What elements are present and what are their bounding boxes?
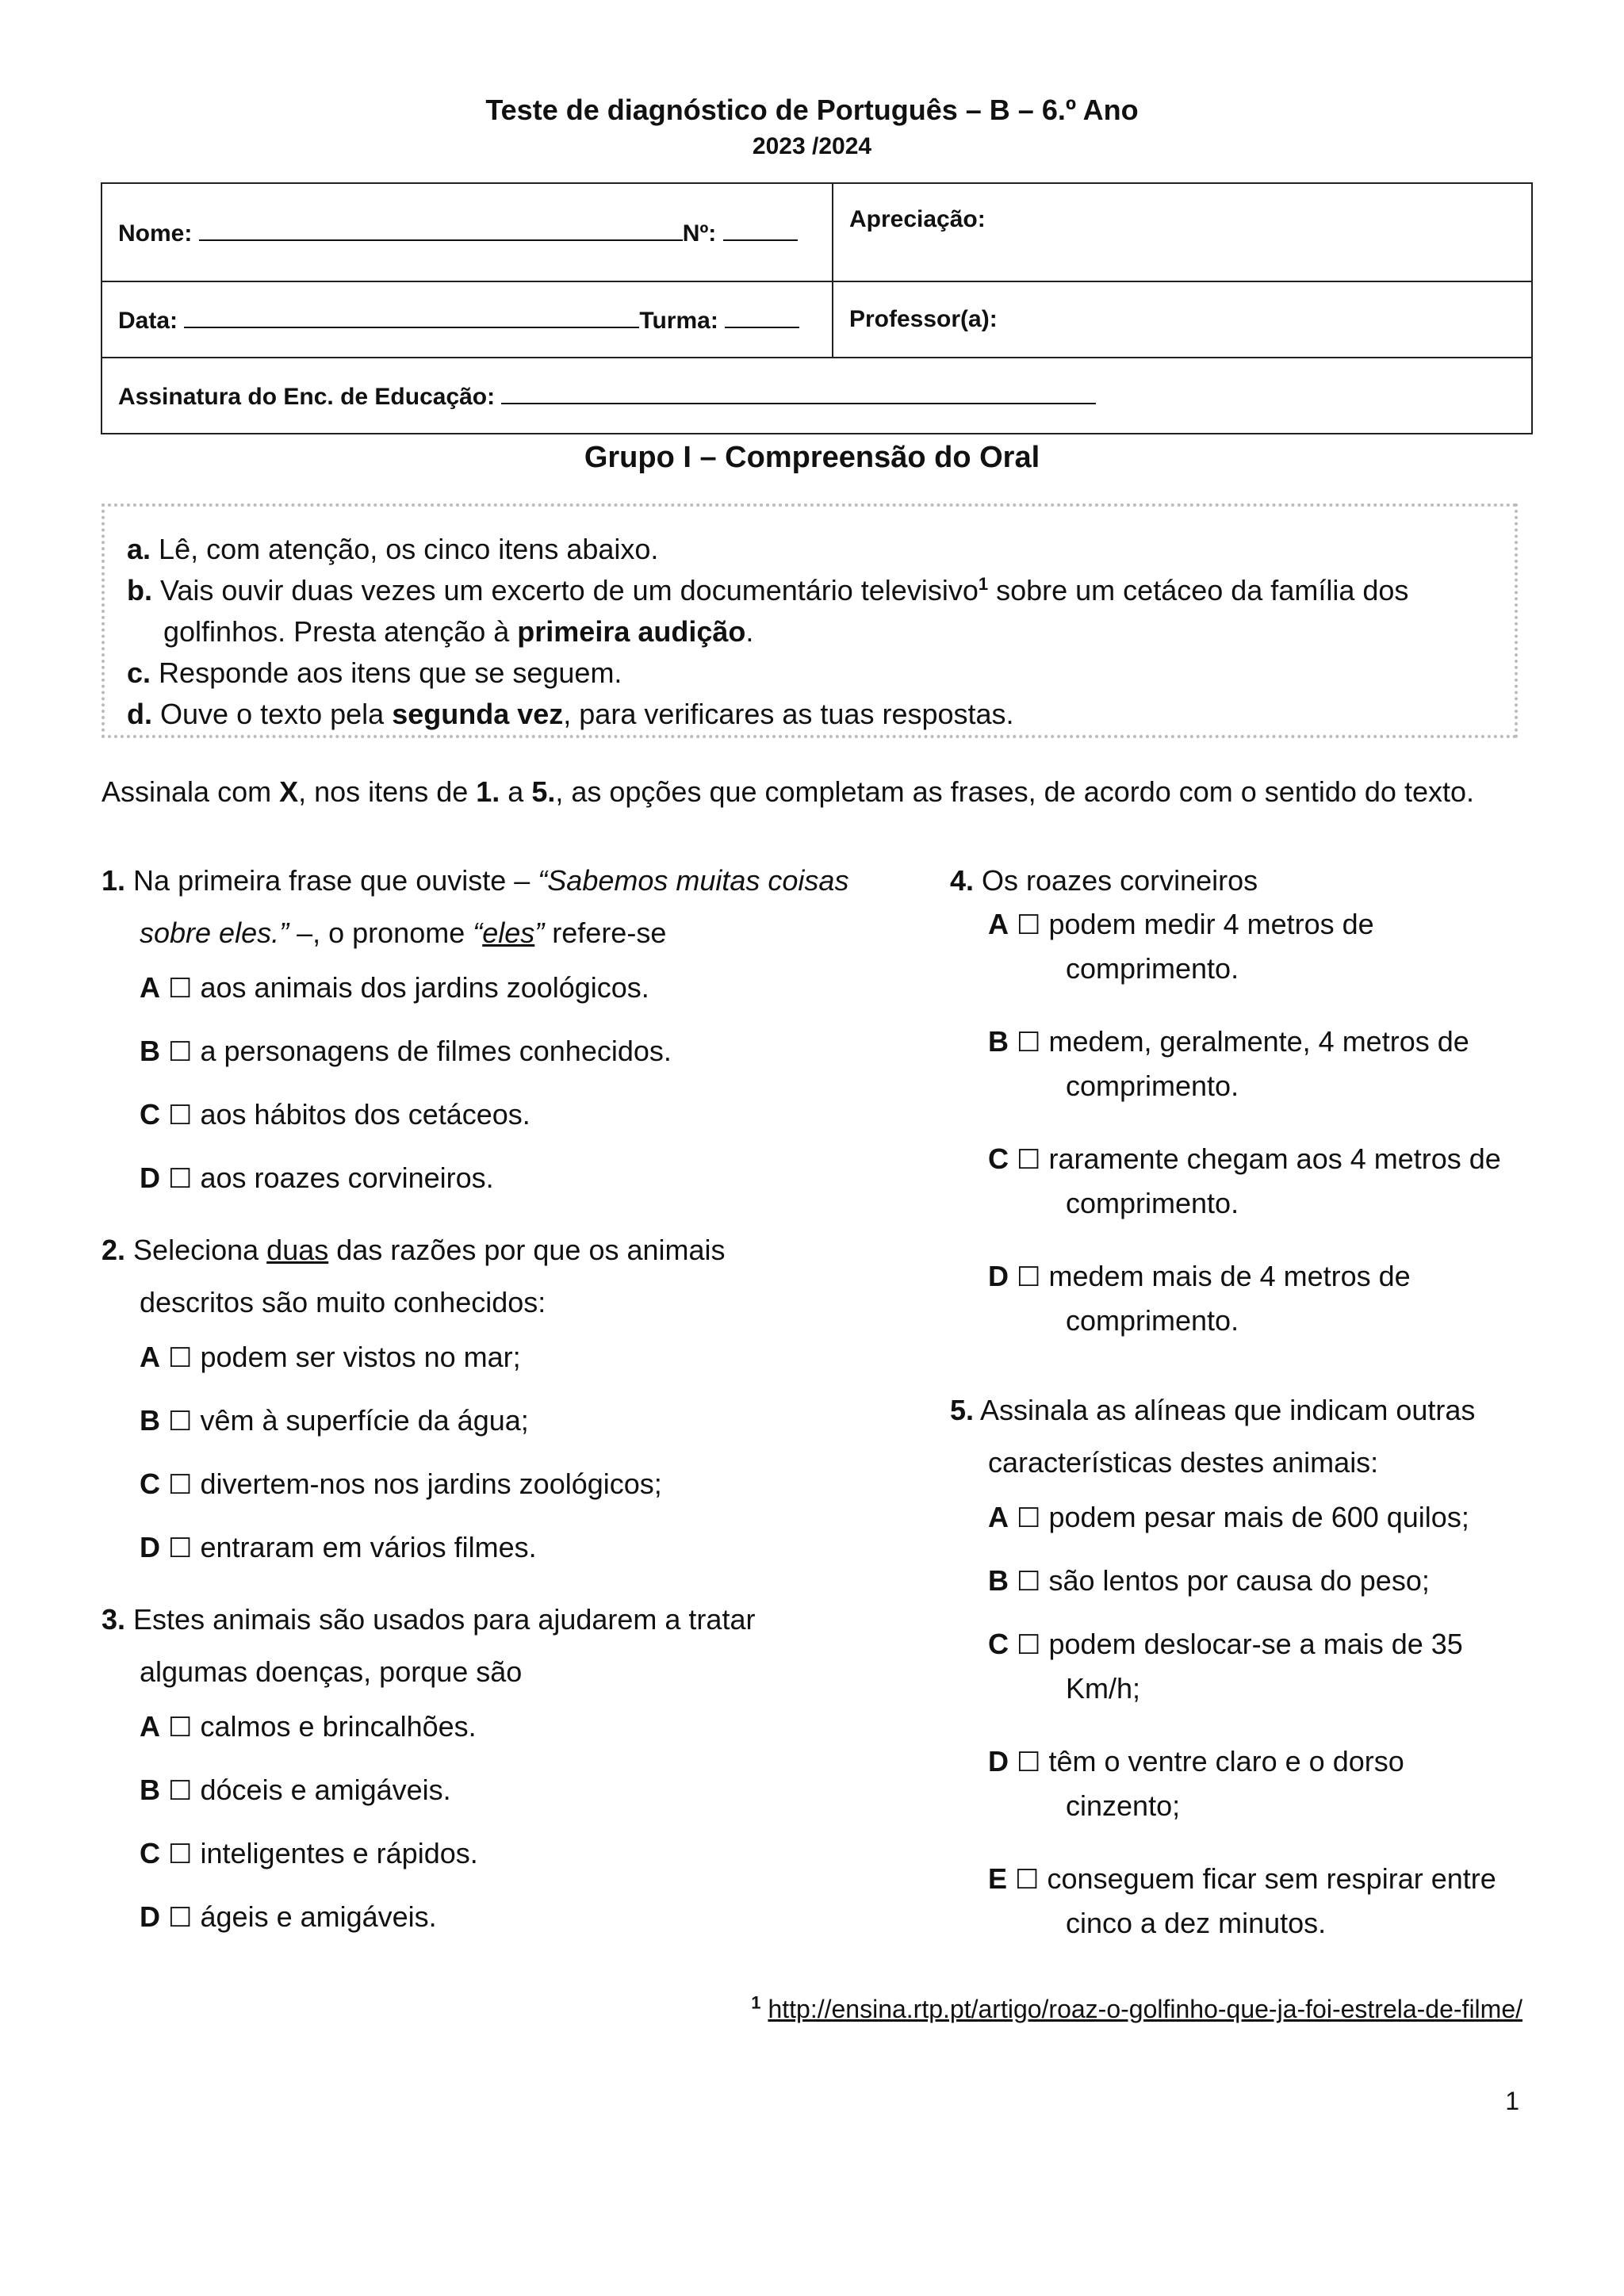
date-field[interactable] [184,304,639,328]
q5-option-b[interactable]: B ☐ são lentos por causa do peso; [988,1564,1430,1598]
number-label: Nº: [682,220,717,247]
left-column [102,855,910,1963]
q5-option-c[interactable]: C ☐ podem deslocar-se a mais de 35 Km/h; [988,1628,1463,1705]
checkbox-icon[interactable]: ☐ [1017,1261,1041,1293]
q1-option-a[interactable]: A ☐ aos animais dos jardins zoológicos. [140,971,649,1004]
instruction-b: b. Vais ouvir duas vezes um excerto de um documentário televisivo$^1$ sobre um cetáceo da família dos [127,574,1409,607]
q5-option-d[interactable]: D ☐ têm o ventre claro e o dorso cinzento; [988,1745,1404,1822]
q5-option-e[interactable]: E ☐ conseguem ficar sem respirar entre cinco a dez minutos. [988,1862,1496,1939]
q4-option-d[interactable]: D ☐ medem mais de 4 metros de comprimento. [988,1260,1411,1337]
checkbox-icon[interactable]: ☐ [168,1342,193,1374]
q4-option-c[interactable]: C ☐ raramente chegam aos 4 metros de comprimento. [988,1142,1501,1219]
signature-label: Assinatura do Enc. de Educação: [118,384,496,410]
question-3-options [102,1709,910,1963]
checkbox-icon[interactable]: ☐ [1017,1144,1041,1176]
checkbox-icon[interactable]: ☐ [1017,1566,1041,1598]
q4-option-a[interactable]: A ☐ podem medir 4 metros de comprimento. [988,908,1374,985]
checkbox-icon[interactable]: ☐ [1017,1747,1041,1778]
checkbox-icon[interactable]: ☐ [1017,1027,1041,1058]
checkbox-icon[interactable]: ☐ [168,1469,193,1501]
signature-field[interactable] [501,381,1096,404]
question-5: 5. Assinala as alíneas que indicam outras características destes animais: [950,1394,1476,1479]
question-2: 2. Seleciona duas das razões por que os animais descritos são muito conhecidos: [102,1234,726,1318]
appreciation-label: Apreciação: [849,206,986,232]
q2-option-a[interactable]: A ☐ podem ser vistos no mar; [140,1341,521,1374]
q1-option-d[interactable]: D ☐ aos roazes corvineiros. [140,1161,494,1195]
checkbox-icon[interactable]: ☐ [1017,1502,1041,1534]
date-cell [102,281,833,358]
class-label: Turma: [639,308,718,334]
page-number: 1 [1505,2087,1519,2115]
q4-option-b[interactable]: B ☐ medem, geralmente, 4 metros de comprimento. [988,1025,1469,1102]
question-4-options [950,907,1553,1376]
checkbox-icon[interactable]: ☐ [168,1533,193,1564]
q3-option-c[interactable]: C ☐ inteligentes e rápidos. [140,1837,478,1870]
q2-option-b[interactable]: B ☐ vêm à superfície da água; [140,1404,529,1437]
footnote-marker: 1 [978,574,989,594]
question-4: 4. Os roazes corvineiros [950,864,1258,897]
appreciation-cell [833,183,1532,281]
right-column [950,855,1553,1979]
checkbox-icon[interactable]: ☐ [168,973,193,1004]
instructions-box [102,503,1518,738]
question-1: 1. Na primeira frase que ouviste – “Sabemos muitas coisas sobre eles.” –, o pronome “eles” refere-se [102,864,849,949]
checkbox-icon[interactable]: ☐ [168,1036,193,1068]
instruction-a: a. Lê, com atenção, os cinco itens abaixo. [127,533,659,565]
teacher-cell [833,281,1532,358]
q1-option-c[interactable]: C ☐ aos hábitos dos cetáceos. [140,1098,530,1131]
signature-cell [102,358,1532,434]
q2-option-d[interactable]: D ☐ entraram em vários filmes. [140,1531,537,1564]
q3-option-b[interactable]: B ☐ dóceis e amigáveis. [140,1774,451,1807]
question-5-options [950,1500,1553,1979]
question-1-options [102,970,910,1224]
checkbox-icon[interactable]: ☐ [168,1839,193,1870]
checkbox-icon[interactable]: ☐ [1015,1864,1040,1896]
school-year: 2023 /2024 [752,133,872,159]
checkbox-icon[interactable]: ☐ [168,1712,193,1743]
number-field[interactable] [723,217,798,241]
checkbox-icon[interactable]: ☐ [168,1406,193,1437]
name-cell [102,183,833,281]
checkbox-icon[interactable]: ☐ [168,1100,193,1131]
checkbox-icon[interactable]: ☐ [168,1775,193,1807]
q1-option-b[interactable]: B ☐ a personagens de filmes conhecidos. [140,1035,672,1068]
instruction-c: c. Responde aos itens que se seguem. [127,656,622,689]
name-field[interactable] [199,217,683,241]
instruction-b-continued: golfinhos. Presta atenção à primeira audição. [163,615,754,648]
q3-option-d[interactable]: D ☐ ágeis e amigáveis. [140,1900,437,1934]
footnote-number: 1 [751,1992,761,2013]
instruction-d: d. Ouve o texto pela segunda vez, para verificares as tuas respostas. [127,698,1014,730]
student-info-table [101,182,1533,434]
checkbox-icon[interactable]: ☐ [1017,909,1041,941]
checkbox-icon[interactable]: ☐ [168,1163,193,1195]
q3-option-a[interactable]: A ☐ calmos e brincalhões. [140,1710,477,1743]
teacher-label: Professor(a): [849,306,998,332]
question-2-options [102,1340,910,1594]
q5-option-a[interactable]: A ☐ podem pesar mais de 600 quilos; [988,1501,1469,1534]
question-3: 3. Estes animais são usados para ajudarem a tratar algumas doenças, porque são [102,1603,756,1688]
test-title: Teste de diagnóstico de Português – B – 6.º Ano [485,94,1139,126]
date-label: Data: [118,308,178,334]
footnote [751,1992,1522,2024]
name-label: Nome: [118,220,193,247]
answer-instruction: Assinala com X, nos itens de 1. a 5., as opções que completam as frases, de acordo com o sentido do texto. [102,775,1474,808]
footnote-link[interactable]: http://ensina.rtp.pt/artigo/roaz-o-golfinho-que-ja-foi-estrela-de-filme/ [768,1995,1522,2023]
checkbox-icon[interactable]: ☐ [168,1902,193,1934]
checkbox-icon[interactable]: ☐ [1017,1629,1041,1661]
q2-option-c[interactable]: C ☐ divertem-nos nos jardins zoológicos; [140,1468,662,1501]
class-field[interactable] [725,304,799,328]
group-title: Grupo I – Compreensão do Oral [584,441,1040,474]
